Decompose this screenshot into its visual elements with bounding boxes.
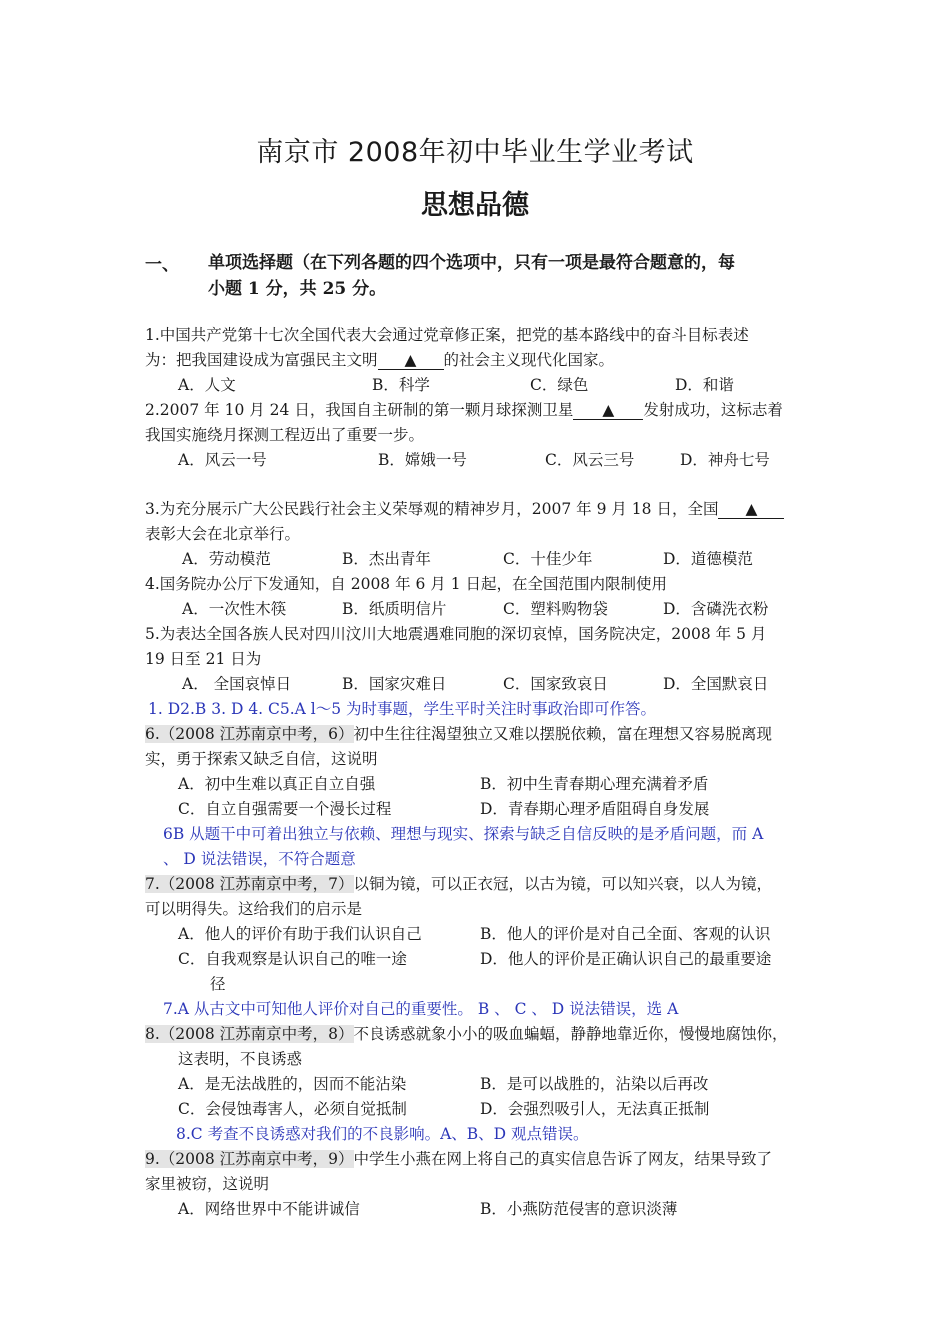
q6-option-d: D．青春期心理矛盾阻碍自身发展 xyxy=(480,800,710,818)
q3-option-b: B．杰出青年 xyxy=(342,550,431,568)
q2-blank: ▲ xyxy=(573,402,643,420)
q4-option-c: C．塑料购物袋 xyxy=(503,600,608,618)
q7-option-d: D．他人的评价是正确认识自己的最重要途 xyxy=(480,950,772,968)
q8-source: 8.（2008 江苏南京中考，8） xyxy=(145,1025,354,1043)
q7-source: 7.（2008 江苏南京中考，7） xyxy=(145,875,354,893)
exam-title: 南京市 2008年初中毕业生学业考试 xyxy=(256,137,694,168)
answer-8: 8.C 考查不良诱惑对我们的不良影响。A、B、D 观点错误。 xyxy=(176,1125,589,1143)
q5-option-b: B．国家灾难日 xyxy=(342,675,447,693)
q7-option-c-wrap: 径 xyxy=(210,975,226,993)
answer-7: 7.A 从古文中可知他人评价对自己的重要性。 B 、 C 、 D 说法错误，选 A xyxy=(163,1000,679,1018)
q1-line1: 1.中国共产党第十七次全国代表大会通过党章修正案，把党的基本路线中的奋斗目标表述 xyxy=(145,326,749,344)
q7-line1 xyxy=(145,874,772,894)
q2-line1 xyxy=(145,400,783,420)
q1-option-b: B．科学 xyxy=(372,376,430,394)
q9-line2: 家里被窃，这说明 xyxy=(145,1175,270,1193)
section-heading xyxy=(208,250,818,302)
q1-option-a: A．人文 xyxy=(178,376,236,394)
q6-line2: 实，勇于探索又缺乏自信，这说明 xyxy=(145,750,378,768)
q3-line1 xyxy=(145,499,784,519)
q4-option-a: A．一次性木筷 xyxy=(182,600,287,618)
q5-option-a: A． 全国哀悼日 xyxy=(182,675,292,693)
q8-line1 xyxy=(145,1024,788,1044)
q8-text: 不良诱惑就象小小的吸血蝙蝠，静静地靠近你，慢慢地腐蚀你， xyxy=(353,1025,788,1043)
q6-option-c: C．自立自强需要一个漫长过程 xyxy=(178,800,392,818)
q6-option-b: B．初中生青春期心理充满着矛盾 xyxy=(480,775,709,793)
section-number: 一、 xyxy=(145,255,179,275)
q8-line2: 这表明，不良诱惑 xyxy=(178,1050,303,1068)
q6-option-a: A．初中生难以真正自立自强 xyxy=(178,775,376,793)
q7-line2: 可以明得失。这给我们的启示是 xyxy=(145,900,363,918)
q7-option-c: C．自我观察是认识自己的唯一途 xyxy=(178,950,407,968)
q7-option-b: B．他人的评价是对自己全面、客观的认识 xyxy=(480,925,771,943)
q1-option-c: C．绿色 xyxy=(530,376,589,394)
answer-6-line1: 6B 从题干中可着出独立与依赖、理想与现实、探索与缺乏自信反映的是矛盾问题，而 A xyxy=(163,825,764,843)
q2-option-d: D．神舟七号 xyxy=(680,451,770,469)
q2-option-a: A．风云一号 xyxy=(178,451,267,469)
q3-blank: ▲ xyxy=(718,501,784,519)
q7-option-a: A．他人的评价有助于我们认识自己 xyxy=(178,925,422,943)
answer-6-line2: 、 D 说法错误，不符合题意 xyxy=(163,850,356,868)
q3-text-a: 3.为充分展示广大公民践行社会主义荣辱观的精神岁月，2007 年 9 月 18 日，全国 xyxy=(145,500,719,518)
q5-line2: 19 日至 21 日为 xyxy=(145,650,262,668)
section-heading-line1: 单项选择题（在下列各题的四个选项中，只有一项是最符合题意的，每 xyxy=(208,253,735,273)
q1-text-b: 的社会主义现代化国家。 xyxy=(443,351,615,369)
q1-text-a: 为：把我国建设成为富强民主文明 xyxy=(145,351,378,369)
q5-option-c: C．国家致哀日 xyxy=(503,675,608,693)
q3-line2: 表彰大会在北京举行。 xyxy=(145,525,301,543)
q9-option-a: A．网络世界中不能讲诚信 xyxy=(178,1200,360,1218)
q9-source: 9.（2008 江苏南京中考，9） xyxy=(145,1150,354,1168)
q6-line1 xyxy=(145,724,772,744)
q9-option-b: B．小燕防范侵害的意识淡薄 xyxy=(480,1200,678,1218)
q9-line1 xyxy=(145,1149,772,1169)
q2-option-b: B．嫦娥一号 xyxy=(378,451,467,469)
q6-text: 初中生往往渴望独立又难以摆脱依赖，富在理想又容易脱离现 xyxy=(353,725,773,743)
q4-option-b: B．纸质明信片 xyxy=(342,600,447,618)
q6-source: 6.（2008 江苏南京中考，6） xyxy=(145,725,354,743)
answer-1-5: 1. D2.B 3. D 4. C5.A l～5 为时事题，学生平时关注时事政治即可作答。 xyxy=(148,700,657,718)
q3-option-a: A．劳动模范 xyxy=(182,550,271,568)
subject-title: 思想品德 xyxy=(421,190,529,221)
q2-text-a: 2.2007 年 10 月 24 日，我国自主研制的第一颗月球探测卫星 xyxy=(145,401,574,419)
q4-line1: 4.国务院办公厅下发通知，自 2008 年 6 月 1 日起，在全国范围内限制使用 xyxy=(145,575,668,593)
q5-line1: 5.为表达全国各族人民对四川汶川大地震遇难同胞的深切哀悼，国务院决定，2008 年 5 月 xyxy=(145,625,767,643)
section-heading-line2: 小题 1 分，共 25 分。 xyxy=(208,279,387,299)
q2-line2: 我国实施绕月探测工程迈出了重要一步。 xyxy=(145,426,425,444)
q1-blank: ▲ xyxy=(378,352,444,370)
q1-line2 xyxy=(145,350,614,370)
q4-option-d: D．含磷洗衣粉 xyxy=(663,600,769,618)
q1-option-d: D．和谐 xyxy=(675,376,734,394)
q2-text-b: 发射成功，这标志着 xyxy=(643,401,783,419)
q5-option-d: D．全国默哀日 xyxy=(663,675,769,693)
q3-option-d: D．道德模范 xyxy=(663,550,753,568)
q9-text: 中学生小燕在网上将自己的真实信息告诉了网友，结果导致了 xyxy=(353,1150,773,1168)
q8-option-a: A．是无法战胜的，因而不能沾染 xyxy=(178,1075,407,1093)
q8-option-c: C．会侵蚀毒害人，必须自觉抵制 xyxy=(178,1100,407,1118)
q8-option-b: B．是可以战胜的，沾染以后再改 xyxy=(480,1075,709,1093)
q3-option-c: C．十佳少年 xyxy=(503,550,593,568)
q7-text: 以铜为镜，可以正衣冠，以古为镜，可以知兴衰，以人为镜， xyxy=(353,875,773,893)
q8-option-d: D．会强烈吸引人，无法真正抵制 xyxy=(480,1100,710,1118)
q2-option-c: C．风云三号 xyxy=(545,451,635,469)
